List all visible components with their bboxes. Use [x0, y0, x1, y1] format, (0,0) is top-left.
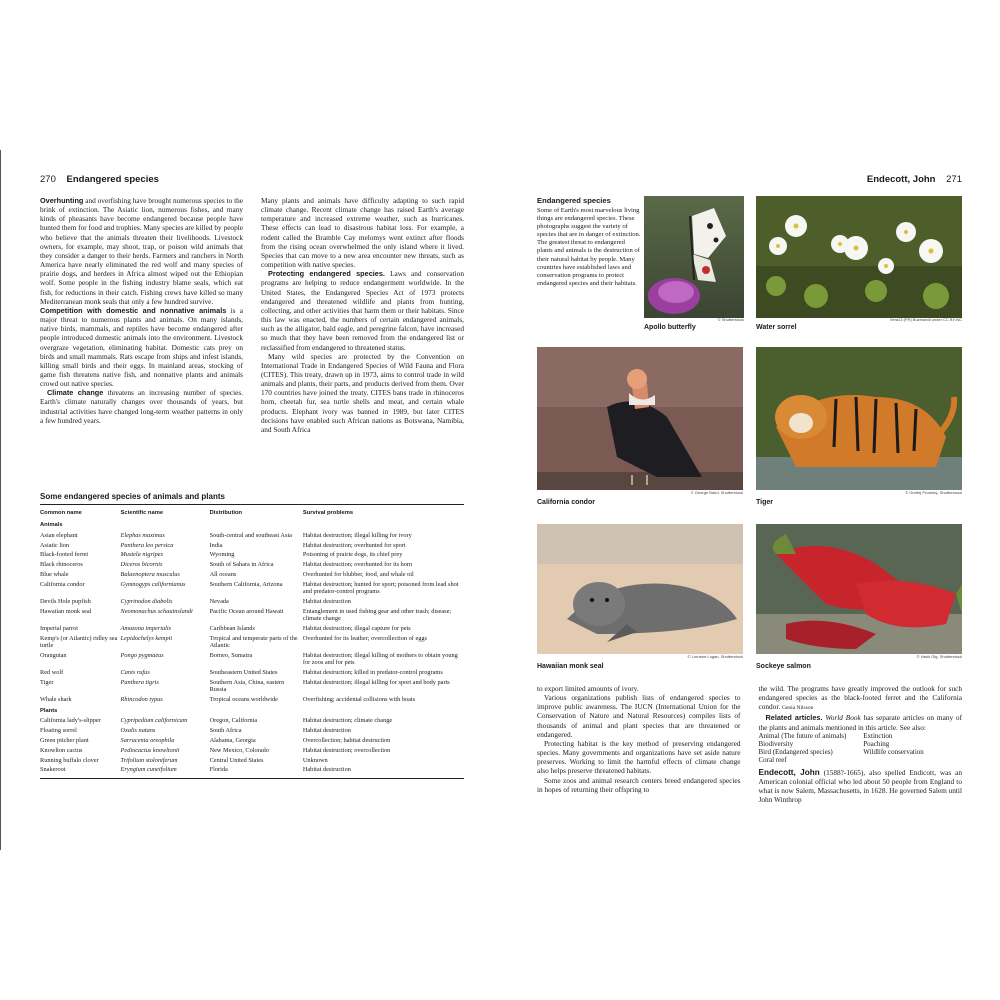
- species-table-section: [40, 492, 464, 779]
- table-row: [40, 727, 464, 737]
- survival-problems-cell: Habitat destruction; overhunted for sport: [302, 541, 406, 549]
- photo-caption: Sockeye salmon: [756, 663, 811, 670]
- paragraph-text: and overfishing have brought numerous species to the brink of extinction. The Asiatic lion, numerous fishes, and many kinds of pheasants have become endangered because people have hunted them for food and trophies. Many species are killed by people who believe that the animals threaten their livelihoods. Livestock owners, for example, may shoot, trap, or poison wild animals that they consider a danger to their herds. Farmers and ranchers in North America have nearly eliminated the red wolf and many species of prairie dogs, and herders in Africa almost wiped out the Ethiopian wolf. Some people in the fishing industry blame seals, which eat fish, for reductions in their catch. Fishing crews have killed so many Mediterranean monk seals that only a few hundred survive.: [40, 196, 243, 306]
- table-row: [40, 598, 464, 608]
- paragraph: Some zoos and animal research centers breed endangered species in hopes of returning their offspring to: [537, 775, 741, 794]
- photo-credit: © Shutterstock: [717, 317, 744, 322]
- paragraph: [261, 269, 464, 351]
- related-articles-lead: Related articles.: [765, 713, 823, 723]
- common-name-cell: Imperial parrot: [40, 625, 78, 632]
- paragraph-lead: Protecting endangered species.: [268, 269, 385, 279]
- survival-problems-cell: Entanglement in used fishing gear and other trash; disease; climate change: [302, 607, 452, 623]
- scientific-name-cell: Cypripedium californicum: [120, 717, 188, 725]
- scientific-name-cell: Mustela nigripes: [120, 551, 164, 559]
- table-row: [40, 542, 464, 552]
- left-page-title: Endangered species: [66, 174, 159, 185]
- left-text-columns: [40, 196, 464, 434]
- related-articles-text: has separate articles on many of the plants and animals mentioned in this article. See also:: [758, 713, 963, 732]
- left-running-head: [40, 174, 464, 190]
- california-condor-photo: [537, 347, 743, 490]
- paragraph: [261, 196, 464, 269]
- photo-credit: © Vasik Olg, Shutterstock: [916, 654, 962, 659]
- paragraph-text: threatens an increasing number of species. Earth's climate naturally changes over thousands of years, but industrial activities have changed long-term weather patterns in only a few hundred years.: [40, 388, 243, 425]
- common-name-cell: Tiger: [40, 679, 54, 686]
- species-table: [40, 509, 464, 776]
- survival-problems-cell: Overhunted for its leather; overcollection of eggs: [302, 634, 427, 642]
- common-name-cell: California lady's-slipper: [40, 717, 101, 725]
- survival-problems-cell: Habitat destruction; climate change: [302, 717, 393, 725]
- survival-problems-cell: Habitat destruction; killed in predator-control programs: [302, 669, 443, 677]
- paragraph: [40, 306, 243, 388]
- distribution-cell: Alabama, Georgia: [209, 737, 256, 744]
- right-page: [537, 174, 962, 824]
- survival-problems-cell: Poisoning of prairie dogs, its chief prey: [302, 551, 403, 559]
- paragraph-text: Laws and conservation programs are helping to reduce endangerment worldwide. In the United States, the Endangered Species Act of 1973 protects endangered and threatened wildlife and plants from hunting, collecting, and other activities that harm them or their habitats. Since this law was enacted, the numbers of certain endangered animals, such as the alligator, bald eagle, and peregrine falcon, have increased so much that they have been removed from the endangered list or reclassified from endangered to threatened status.: [261, 269, 464, 352]
- paragraph-text: Many plants and animals have difficulty adapting to such rapid climate change. Recent climate change has raised Earth's average temperature and increased extreme weather, such as hurricanes. These effects can lead to disastrous habitat loss. For example, a rodent called the Bramble Cay melomys went extinct after floods from the rising ocean overwhelmed the only island where it lived. Species that can move to a new area encounter new threats, such as competition with native species.: [261, 196, 464, 270]
- related-link[interactable]: Biodiversity: [758, 739, 794, 748]
- table-row: [40, 532, 464, 542]
- table-body: [40, 520, 464, 776]
- scientific-name-cell: Panthera tigris: [120, 679, 159, 686]
- common-name-cell: Black-footed ferret: [40, 551, 89, 559]
- common-name-cell: Running buffalo clover: [40, 756, 99, 764]
- table-bottom-rule: [40, 778, 464, 779]
- right-column-1: [537, 684, 741, 804]
- left-page: [40, 174, 464, 824]
- survival-problems-cell: Habitat destruction: [302, 727, 351, 735]
- common-name-cell: Whale shark: [40, 696, 72, 704]
- related-link[interactable]: Poaching: [863, 739, 890, 748]
- distribution-cell: Nevada: [209, 598, 229, 605]
- tiger-photo: [756, 347, 962, 490]
- distribution-cell: Tropical and temperate parts of the Atlantic: [209, 634, 298, 650]
- survival-problems-cell: Habitat destruction: [302, 598, 351, 605]
- paragraph: [759, 684, 963, 713]
- related-book-name: World Book: [825, 713, 861, 723]
- left-column-1: [40, 196, 243, 434]
- group-label: Animals: [40, 522, 63, 529]
- survival-problems-cell: Overfishing; accidental collisions with boats: [302, 696, 416, 704]
- survival-problems-cell: Habitat destruction; overhunted for its horn: [302, 561, 413, 569]
- photo-credit: © Lorraine Logan, Shutterstock: [687, 654, 743, 659]
- paragraph: to export limited amounts of ivory.: [537, 684, 639, 693]
- right-column-2: [759, 684, 963, 804]
- encyclopedia-entry: [759, 768, 963, 805]
- scientific-name-cell: Cyprinodon diabolis: [120, 598, 173, 605]
- survival-problems-cell: Overhunted for blubber, food, and whale oil: [302, 571, 414, 578]
- paragraph-lead: Climate change: [47, 388, 104, 398]
- table-row: [40, 581, 464, 598]
- scientific-name-cell: Elephas maximus: [120, 531, 165, 539]
- common-name-cell: Floating sorrel: [40, 727, 77, 735]
- paragraph-text: the wild. The programs have greatly improved the outlook for such endangered species as the black-footed ferret and the California condor.: [758, 684, 962, 712]
- book-gutter-edge: [0, 150, 1, 850]
- common-name-cell: Devils Hole pupfish: [40, 598, 91, 605]
- common-name-cell: California condor: [40, 580, 85, 588]
- paragraph-lead: Competition with domestic and nonnative animals: [40, 305, 227, 315]
- distribution-cell: Borneo, Sumatra: [209, 652, 253, 659]
- right-page-title: Endecott, John: [866, 174, 936, 185]
- right-text-columns: [537, 684, 962, 804]
- photo-caption: Tiger: [756, 499, 773, 506]
- photo-intro-title: Endangered species: [537, 196, 611, 205]
- related-articles-list: [759, 732, 963, 765]
- table-row: [40, 696, 464, 706]
- paragraph-text: is a major threat to numerous plants and animals. On many islands, native birds, mammals, and reptiles have become endangered after people introduced domestic animals into the environment. Livestock overgraze vegetation, eliminating habitat. Domestic cats prey on birds and small mammals. Rats escape from ships and infest islands, killing small birds and their eggs. In mainland areas, stocking of game fish threatens native fish, and nonnative plants and animals crowd out native species.: [40, 305, 243, 389]
- survival-problems-cell: Habitat destruction; hunted for sport; poisoned from lead shot and predator-control programs: [302, 580, 459, 596]
- hawaiian-monk-seal-photo: [537, 524, 743, 654]
- table-row: [40, 679, 464, 696]
- related-link[interactable]: Wildlife conservation: [863, 748, 924, 757]
- common-name-cell: Red wolf: [40, 669, 64, 677]
- distribution-cell: Florida: [209, 766, 228, 774]
- photo-caption: California condor: [537, 499, 595, 506]
- column-header: Common name: [40, 510, 82, 516]
- group-label: Plants: [40, 708, 58, 714]
- article-author: Genia Nilsson: [782, 705, 814, 712]
- scientific-name-cell: Eryngium cuneifolium: [120, 766, 177, 774]
- distribution-cell: South-central and southeast Asia: [209, 531, 292, 539]
- photo-intro: [537, 196, 641, 288]
- right-running-head: [537, 174, 962, 190]
- paragraph: Protecting habitat is the key method of preserving endangered species. Many governments and organizations have set aside nature preserves. Working to limit the harmful effects of climate change also helps preserve threatened habitats.: [537, 738, 741, 776]
- related-articles: [759, 713, 963, 731]
- survival-problems-cell: Habitat destruction; illegal killing of mothers to obtain young for zoos and for pets: [302, 652, 458, 667]
- table-row: [40, 652, 464, 669]
- scientific-name-cell: Canis rufus: [120, 669, 150, 677]
- common-name-cell: Asiatic lion: [40, 541, 70, 549]
- distribution-cell: New Mexico, Colorado: [209, 746, 269, 754]
- table-row: [40, 561, 464, 571]
- scientific-name-cell: Gymnogyps californianus: [120, 580, 186, 588]
- photo-credit: © Ondřej Prosický, Shutterstock: [905, 490, 962, 495]
- related-link[interactable]: Extinction: [863, 731, 893, 740]
- column-header: Distribution: [209, 510, 243, 516]
- table-group-row: [40, 520, 464, 531]
- photo-credit: © George Baird, Shutterstock: [690, 490, 743, 495]
- scientific-name-cell: Sarracenia oreophila: [120, 737, 175, 744]
- table-row: [40, 625, 464, 635]
- related-link[interactable]: Bird (Endangered species): [758, 748, 833, 757]
- survival-problems-cell: Habitat destruction; overcollection: [302, 746, 391, 754]
- survival-problems-cell: Overcollection; habitat destruction: [302, 737, 391, 744]
- entry-text: (1588?-1665), also spelled Endicott, was an American colonial official who led about 50 people from England to what is now Salem, Massachusetts, in 1628. He governed Salem until John Winthrop: [758, 767, 962, 805]
- common-name-cell: Orangutan: [40, 652, 67, 659]
- distribution-cell: Southern Asia, China, eastern Russia: [209, 679, 285, 694]
- distribution-cell: All oceans: [209, 571, 237, 578]
- survival-problems-cell: Habitat destruction; illegal killing for ivory: [302, 531, 412, 539]
- distribution-cell: South of Sahara in Africa: [209, 561, 274, 569]
- table-header-row: [40, 509, 464, 520]
- paragraph: [40, 388, 243, 425]
- common-name-cell: Green pitcher plant: [40, 737, 89, 744]
- scientific-name-cell: Oxalis natans: [120, 727, 156, 735]
- apollo-butterfly-photo: [644, 196, 744, 318]
- table-row: [40, 571, 464, 581]
- distribution-cell: India: [209, 541, 223, 549]
- survival-problems-cell: Habitat destruction; illegal killing for sport and body parts: [302, 679, 450, 686]
- photo-caption: Apollo butterfly: [644, 324, 696, 331]
- table-row: [40, 717, 464, 727]
- scientific-name-cell: Balaenoptera musculus: [120, 571, 180, 578]
- column-header: Scientific name: [120, 510, 164, 516]
- table-row: [40, 757, 464, 767]
- left-page-number: 270: [40, 174, 56, 185]
- common-name-cell: Blue whale: [40, 571, 69, 578]
- survival-problems-cell: Habitat destruction: [302, 766, 351, 774]
- paragraph: Various organizations publish lists of endangered species to improve public awareness. The IUCN (International Union for the Conservation of Nature and Natural Resources) compiles lists of thousands of animal and plant species that are threatened or endangered.: [537, 693, 741, 739]
- scientific-name-cell: Trifolium stoloniferum: [120, 756, 178, 764]
- photo-caption: Hawaiian monk seal: [537, 663, 604, 670]
- scientific-name-cell: Panthera leo persica: [120, 541, 174, 549]
- water-sorrel-photo: [756, 196, 962, 318]
- related-link[interactable]: Coral reef: [758, 756, 787, 765]
- sockeye-salmon-photo: [756, 524, 962, 654]
- common-name-cell: Asian elephant: [40, 531, 78, 539]
- table-title: Some endangered species of animals and plants: [40, 492, 464, 505]
- distribution-cell: Tropical oceans worldwide: [209, 696, 278, 704]
- paragraph-text: Many wild species are protected by the Convention on International Trade in Endangered Species of Wild Fauna and Flora (CITES). This treaty, drawn up in 1973, aims to control trade in wild animals and plants, their parts, and products derived from them. Over 170 countries have joined the treaty. CITES bans trade in rhinoceros horn, cheetah fur, sea turtle shells and meat, and certain whale products. Elephant ivory was banned in 1989, but later CITES decisions have enabled such African nations as Botswana, Namibia, and South Africa: [261, 351, 464, 434]
- distribution-cell: Caribbean Islands: [209, 625, 255, 632]
- scientific-name-cell: Pongo pygmaeus: [120, 652, 164, 659]
- distribution-cell: Pacific Ocean around Hawaii: [209, 607, 284, 615]
- paragraph: [261, 352, 464, 434]
- left-column-2: [261, 196, 464, 434]
- table-row: [40, 747, 464, 757]
- survival-problems-cell: Unknown: [302, 756, 328, 764]
- distribution-cell: South Africa: [209, 727, 242, 735]
- common-name-cell: Snakeroot: [40, 766, 66, 774]
- table-row: [40, 635, 464, 652]
- survival-problems-cell: Habitat destruction; illegal capture for pets: [302, 625, 411, 632]
- scientific-name-cell: Diceros bicornis: [120, 561, 163, 569]
- common-name-cell: Kemp's (or Atlantic) ridley sea turtle: [40, 634, 118, 650]
- entry-heading: Endecott, John: [758, 767, 820, 777]
- scientific-name-cell: Neomonachus schauinslandi: [120, 607, 193, 615]
- table-row: [40, 551, 464, 561]
- distribution-cell: Southern California, Arizona: [209, 580, 283, 588]
- related-link[interactable]: Animal (The future of animals): [758, 731, 847, 740]
- distribution-cell: Central United States: [209, 756, 264, 764]
- scientific-name-cell: Rhincodon typus: [120, 696, 163, 704]
- table-row: [40, 737, 464, 747]
- column-header: Survival problems: [302, 510, 354, 516]
- table-row: [40, 766, 464, 776]
- photo-caption: Water sorrel: [756, 324, 797, 331]
- table-row: [40, 669, 464, 679]
- table-row: [40, 608, 464, 625]
- scientific-name-cell: Amazona imperialis: [120, 625, 172, 632]
- paragraph-lead: Overhunting: [40, 196, 84, 205]
- right-page-number: 271: [946, 174, 962, 185]
- distribution-cell: Wyoming: [209, 551, 235, 559]
- distribution-cell: Oregon, California: [209, 717, 258, 725]
- distribution-cell: Southeastern United States: [209, 669, 278, 677]
- common-name-cell: Knowlton cactus: [40, 746, 83, 754]
- table-group-row: [40, 706, 464, 717]
- paragraph: [40, 196, 243, 306]
- scientific-name-cell: Pediocactus knowltonii: [120, 746, 180, 754]
- photo-intro-text: Some of Earth's most marvelous living things are endangered species. These photographs suggest the variety of species that are in danger of extinction. The greatest threat to endangered plants and animals is the destruction of their natural habitat by people. Many countries have established laws and conservation programs to protect endangered species and their habitats.: [537, 207, 641, 287]
- scientific-name-cell: Lepidochelys kempii: [120, 634, 173, 642]
- common-name-cell: Hawaiian monk seal: [40, 607, 92, 615]
- common-name-cell: Black rhinoceros: [40, 561, 83, 569]
- photo-credit: Vera13 (FR) Buzmandi under CC BY-NC: [889, 317, 962, 322]
